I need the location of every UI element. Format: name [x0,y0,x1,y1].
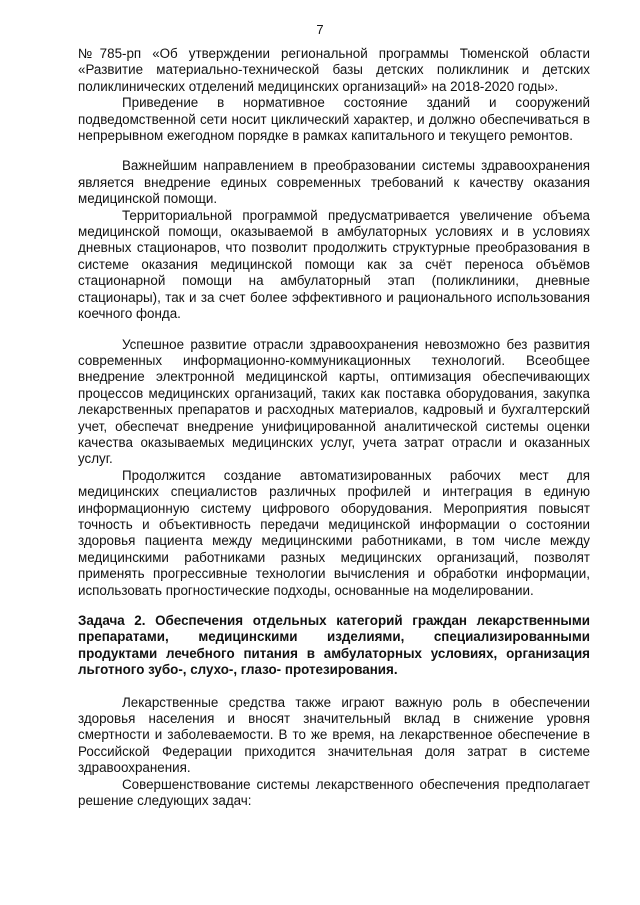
paragraph-quality-requirements: Важнейшим направлением в преобразовании системы здравоохранения является внедрение единых современных требований к качеству оказания медицинской помощи. [78,158,590,207]
paragraph-ict-development: Успешное развитие отрасли здравоохранения невозможно без развития современных информационно-коммуникационных технологий. Всеобщее внедрение электронной медицинской карты, оптимизация обеспечивающих процессов медицинских организаций, таких как поставка оборудования, закупка лекарственных препаратов и расходных материалов, кадровый и бухгалтерский учет, обеспечат внедрение унифицированной аналитической системы оценки качества оказываемых медицинских услуг, учета затрат отрасли и оказанных услуг. [78,336,590,467]
section-heading-task-2: Задача 2. Обеспечения отдельных категорий граждан лекарственными препаратами, медицинскими изделиями, специализированными продуктами лечебного питания в амбулаторных условиях, организация льготного зубо-, слухо-, глазо- протезирования. [78,613,590,678]
paragraph-buildings-repair: Приведение в нормативное состояние зданий и сооружений подведомственной сети носит циклический характер, и должно обеспечиваться в непрерывном ежегодном порядке в рамках капитального и текущего ремонтов. [78,95,590,144]
paragraph-workstations: Продолжится создание автоматизированных рабочих мест для медицинских специалистов различных профилей и интеграция в единую информационную систему цифрового оборудования. Мероприятия повысят точность и объективность передачи медицинской информации о состоянии здоровья пациента между медицинскими работниками, в том числе между медицинскими работниками разных медицинских организаций, позволят применять прогрессивные технологии вычисления и обработки информации, использовать прогностические подходы, основанные на моделировании. [78,467,590,598]
paragraph-order-reference: №785-рп «Об утверждении региональной программы Тюменской области «Развитие материально-технической базы детских поликлиник и детских поликлинических отделений медицинских организаций» на 2018-2020 годы». [78,46,590,94]
paragraph-medicines-role: Лекарственные средства также играют важную роль в обеспечении здоровья населения и вносят значительный вклад в снижение уровня смертности и заболеваемости. В то же время, на лекарственное обеспечение в Российской Федерации приходится значительная доля затрат в системе здравоохранения. [78,694,590,776]
document-body [78,46,590,809]
paragraph-tasks-intro: Совершенствование системы лекарственного обеспечения предполагает решение следующих задач: [78,776,590,809]
page-number: 7 [316,22,324,37]
paragraph-territorial-program: Территориальной программой предусматривается увеличение объема медицинской помощи, оказываемой в амбулаторных условиях и в условиях дневных стационаров, что позволит продолжить структурные преобразования в системе оказания медицинской помощи как за счёт переноса объёмов стационарной помощи на амбулаторный этап (поликлиники, дневные стационары), так и за счет более эффективного и рационального использования коечного фонда. [78,207,590,322]
